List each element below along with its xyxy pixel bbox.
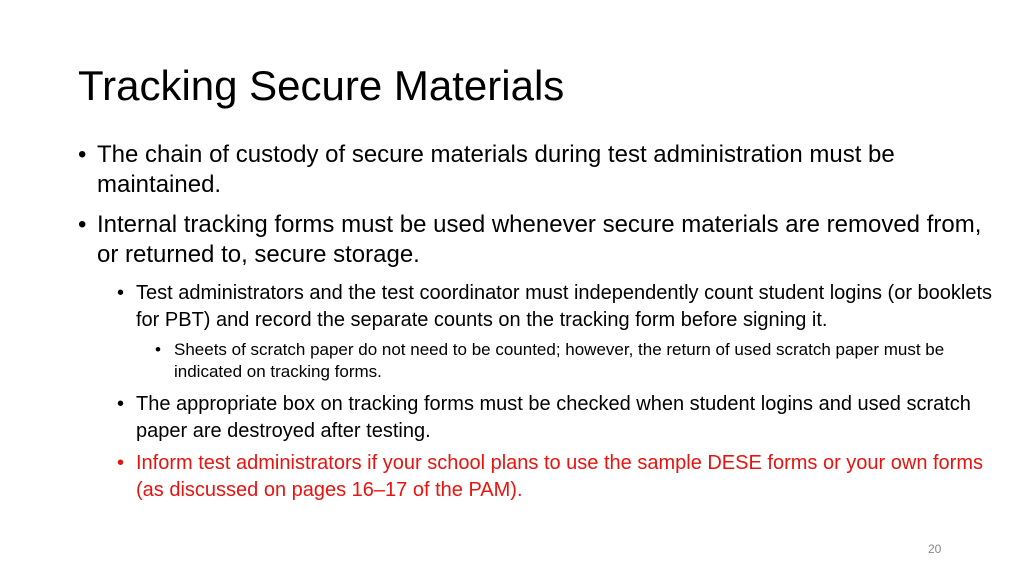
sub-bullet-item	[117, 280, 998, 333]
sub-sub-bullet-item	[155, 339, 998, 383]
bullet-text: The chain of custody of secure materials during test administration must be maintained.	[97, 141, 895, 198]
bullet-text: Inform test administrators if your school plans to use the sample DESE forms or your own forms (as discussed on pages 16–17 of the PAM).	[136, 452, 983, 501]
bullet-item	[78, 140, 998, 200]
bullet-item	[78, 210, 998, 270]
bullet-text: Test administrators and the test coordinator must independently count student logins (or booklets for PBT) and record the separate counts on the tracking form before signing it.	[136, 282, 993, 331]
bullet-list	[78, 140, 998, 509]
highlighted-bullet-item	[117, 450, 998, 503]
bullet-icon: •	[117, 452, 125, 474]
bullet-icon: •	[117, 393, 125, 415]
bullet-icon: •	[78, 211, 87, 238]
bullet-icon: •	[117, 282, 125, 304]
bullet-text: Sheets of scratch paper do not need to be counted; however, the return of used scratch paper must be indicated on tracking forms.	[174, 340, 945, 381]
bullet-text: The appropriate box on tracking forms must be checked when student logins and used scratch paper are destroyed after testing.	[136, 393, 971, 442]
bullet-icon: •	[155, 340, 161, 359]
bullet-text: Internal tracking forms must be used whenever secure materials are removed from, or returned to, secure storage.	[97, 211, 982, 268]
slide-number: 20	[928, 542, 942, 556]
bullet-icon: •	[78, 141, 87, 168]
sub-bullet-item	[117, 391, 998, 444]
slide-title: Tracking Secure Materials	[78, 62, 565, 109]
